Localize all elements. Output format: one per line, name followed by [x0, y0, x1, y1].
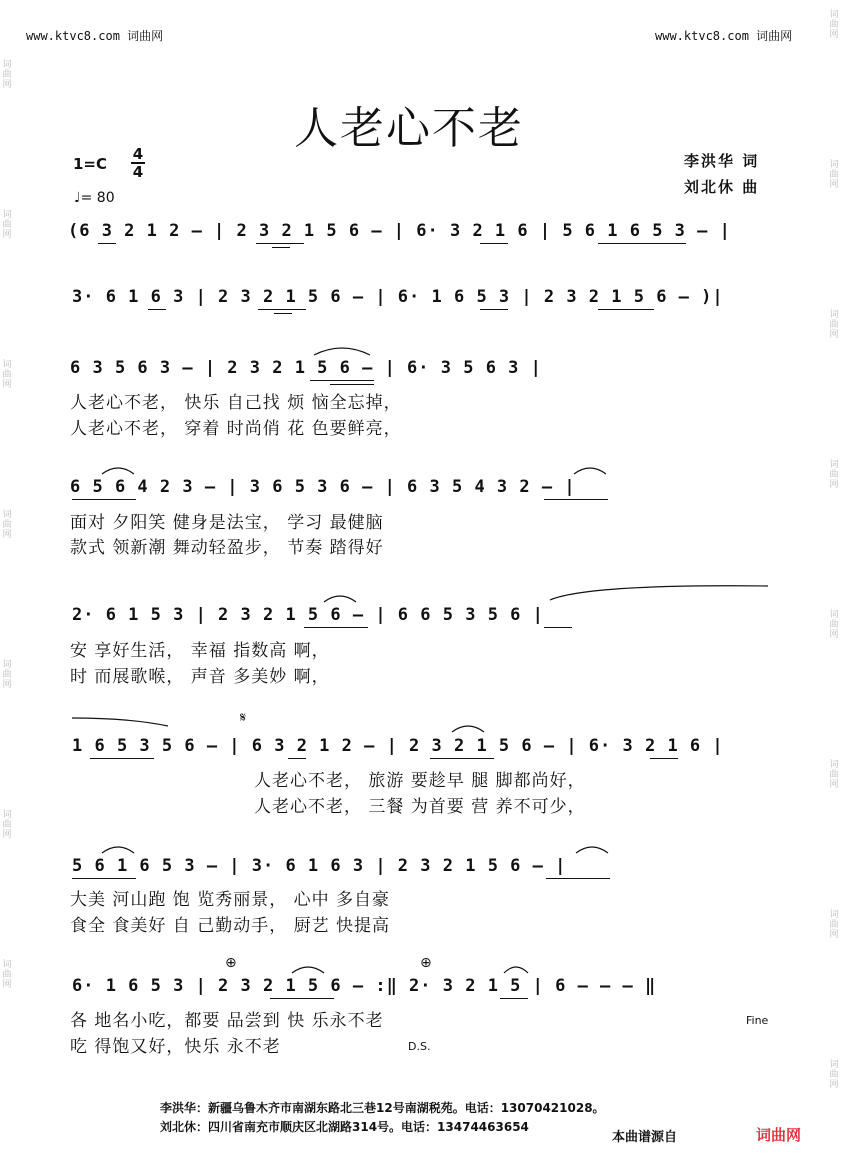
notation-row-8: 6· 1 6 5 3 | 2 3 2 1 5 6 – :‖ 2· 3 2 1 5 | 6 – – – ‖: [72, 976, 657, 996]
dal-segno-marking: D.S.: [408, 1040, 431, 1053]
key-signature: 1=C: [73, 155, 108, 173]
lyric-row-4-verse-1: 面对 夕阳笑 健身是法宝， 学习 最健脑: [70, 513, 384, 533]
watermark-text: 词曲网: [2, 210, 12, 240]
beam: [598, 243, 686, 244]
notation-row-6: 1 6 5 3 5 6 – | 6 3 2 1 2 – | 2 3 2 1 5 6 – | 6· 3 2 1 6 |: [72, 736, 724, 756]
watermark-text: 词曲网: [2, 660, 12, 690]
beam: [288, 758, 306, 759]
notation-row-1: (6 3 2 1 2 – | 2 3 2 1 5 6 – | 6· 3 2 1 6 | 5 6 1 6 5 3 – |: [68, 221, 731, 241]
footer-composer-contact: 刘北休：四川省南充市顺庆区北湖路314号。电话：13474463654: [160, 1120, 529, 1134]
beam: [598, 309, 654, 310]
watermark-text: 词曲网: [2, 960, 12, 990]
notation-row-3: 6 3 5 6 3 – | 2 3 2 1 5 6 – | 6· 3 5 6 3 |: [70, 358, 542, 378]
quarter-note-icon: ♩: [74, 190, 81, 206]
song-title: 人老心不老: [294, 103, 524, 154]
footer-lyricist-contact: 李洪华：新疆乌鲁木齐市南湖东路北三巷12号南湖税苑。电话：13070421028。: [160, 1101, 605, 1115]
watermark-text: 词曲网: [829, 460, 839, 490]
watermark-text: 词曲网: [2, 810, 12, 840]
lyric-row-3-verse-2: 人老心不老， 穿着 时尚俏 花 色要鲜亮，: [70, 419, 402, 439]
beam: [270, 998, 334, 999]
lyric-row-5-verse-2: 时 而展歌喉， 声音 多美妙 啊，: [70, 667, 330, 687]
beam: [480, 243, 508, 244]
beam: [544, 499, 608, 500]
slur: [70, 714, 170, 728]
beam: [330, 384, 374, 385]
lyric-row-8-verse-2: 吃 得饱又好，快乐 永不老: [70, 1037, 281, 1057]
notation-row-2: 3· 6 1 6 3 | 2 3 2 1 5 6 – | 6· 1 6 5 3 | 2 3 2 1 5 6 – )|: [72, 287, 724, 307]
footer-source-text: 本曲谱源自: [612, 1130, 678, 1145]
watermark-text: 词曲网: [829, 160, 839, 190]
slur: [572, 464, 608, 476]
lyric-row-6-verse-1: 人老心不老， 旅游 要趁早 腿 脚都尚好，: [254, 771, 586, 791]
lyric-row-7-verse-2: 食全 食美好 自 己勤动手， 厨艺 快提高: [70, 916, 391, 936]
fine-marking: Fine: [746, 1014, 769, 1027]
beam: [480, 309, 508, 310]
tempo-value: = 80: [80, 190, 115, 206]
beam: [72, 878, 136, 879]
site-logo[interactable]: 词曲网: [756, 1126, 802, 1144]
coda-icon: ⊕: [225, 955, 237, 971]
slur: [574, 843, 610, 855]
header-url-left[interactable]: www.ktvc8.com 词曲网: [26, 29, 164, 43]
lyric-row-7-verse-1: 大美 河山跑 饱 览秀丽景， 心中 多自豪: [70, 890, 391, 910]
beam: [500, 998, 528, 999]
beam: [272, 247, 290, 248]
lyricist-credit: 李洪华 词: [684, 152, 760, 170]
header-url-right[interactable]: www.ktvc8.com 词曲网: [655, 29, 793, 43]
beam: [546, 878, 610, 879]
slur: [100, 843, 136, 855]
slur: [312, 345, 372, 357]
time-signature-top: 4: [132, 145, 144, 163]
segno-icon: 𝄋: [240, 710, 247, 726]
watermark-text: 词曲网: [829, 10, 839, 40]
beam: [650, 758, 678, 759]
beam: [258, 309, 306, 310]
lyric-row-4-verse-2: 款式 领新潮 舞动轻盈步， 节奏 踏得好: [70, 538, 384, 558]
watermark-text: 词曲网: [2, 60, 12, 90]
beam: [90, 758, 154, 759]
slur: [450, 722, 486, 734]
watermark-text: 词曲网: [2, 360, 12, 390]
composer-credit: 刘北休 曲: [684, 178, 760, 196]
slur: [322, 592, 358, 604]
watermark-text: 词曲网: [829, 610, 839, 640]
coda-icon: ⊕: [420, 955, 432, 971]
beam: [310, 380, 374, 381]
beam: [544, 627, 572, 628]
notation-row-7: 5 6 1 6 5 3 – | 3· 6 1 6 3 | 2 3 2 1 5 6 – |: [72, 856, 567, 876]
time-signature: [131, 146, 145, 180]
notation-row-4: 6 5 6 4 2 3 – | 3 6 5 3 6 – | 6 3 5 4 3 2 – |: [70, 477, 576, 497]
notation-row-5: 2· 6 1 5 3 | 2 3 2 1 5 6 – | 6 6 5 3 5 6 |: [72, 605, 544, 625]
beam: [72, 499, 136, 500]
lyric-row-5-verse-1: 安 享好生活， 幸福 指数高 啊，: [70, 641, 330, 661]
slur: [290, 963, 326, 975]
watermark-text: 词曲网: [2, 510, 12, 540]
slur: [502, 963, 530, 975]
beam: [256, 243, 304, 244]
beam: [430, 758, 494, 759]
slur: [100, 464, 136, 476]
watermark-text: 词曲网: [829, 910, 839, 940]
lyric-row-6-verse-2: 人老心不老， 三餐 为首要 营 养不可少，: [254, 797, 586, 817]
tempo-marking: [74, 190, 115, 206]
watermark-text: 词曲网: [829, 310, 839, 340]
beam: [98, 243, 116, 244]
beam: [148, 309, 166, 310]
time-signature-bottom: 4: [132, 163, 144, 181]
watermark-text: 词曲网: [829, 1060, 839, 1090]
watermark-text: 词曲网: [829, 760, 839, 790]
lyric-row-3-verse-1: 人老心不老， 快乐 自己找 烦 恼全忘掉，: [70, 393, 402, 413]
beam: [274, 313, 292, 314]
slur: [548, 582, 770, 602]
lyric-row-8-verse-1: 各 地名小吃，都要 品尝到 快 乐永不老: [70, 1011, 384, 1031]
beam: [304, 627, 368, 628]
